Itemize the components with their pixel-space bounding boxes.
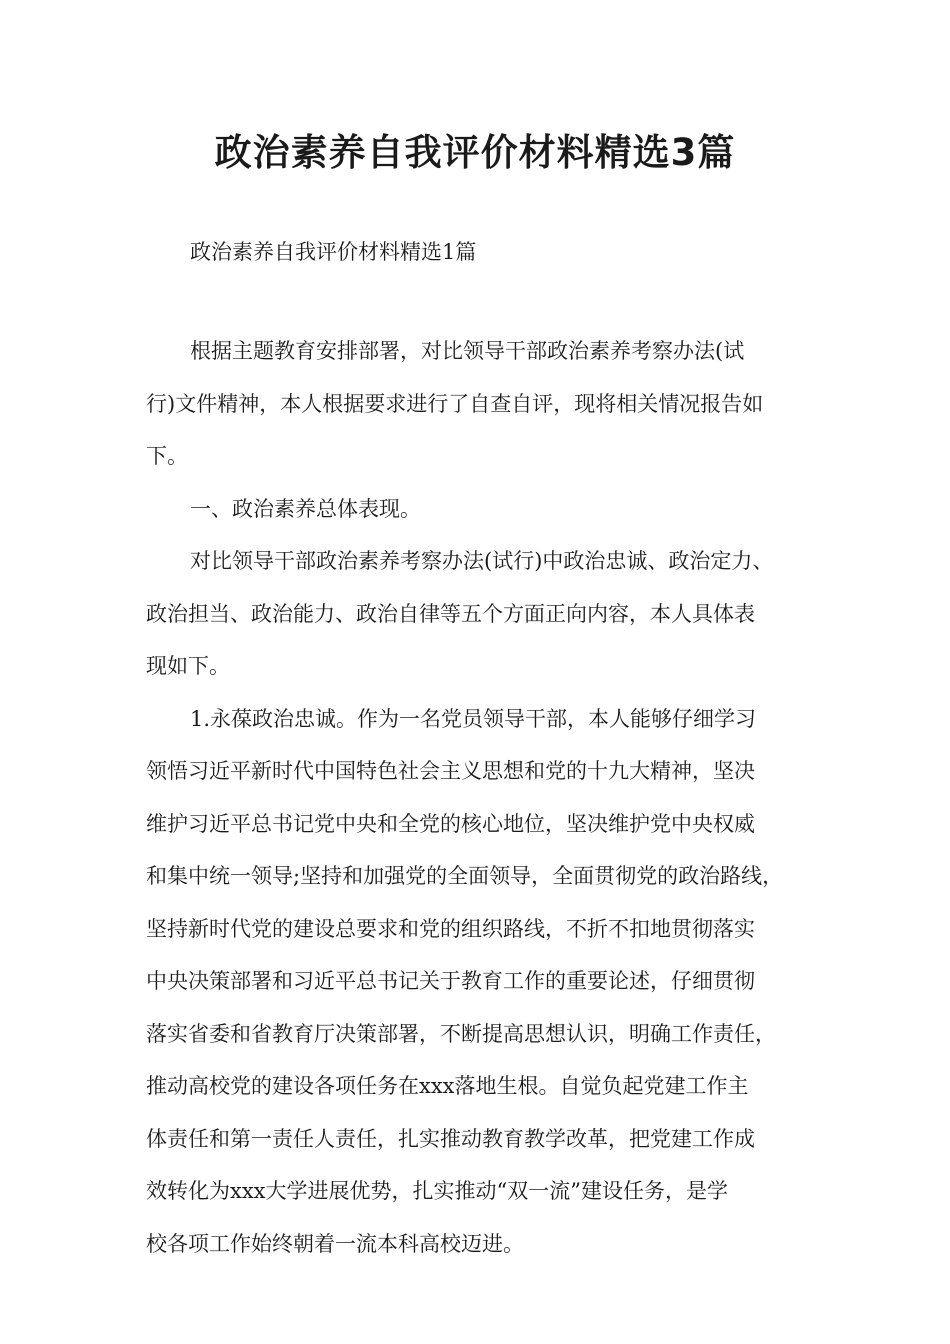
body-line: 和集中统一领导;坚持和加强党的全面领导，全面贯彻党的政治路线， xyxy=(146,864,784,888)
body-line: 体责任和第一责任人责任，扎实推动教育教学改革，把党建工作成 xyxy=(146,1126,755,1151)
body-line: 领悟习近平新时代中国特色社会主义思想和党的十九大精神，坚决 xyxy=(146,759,755,783)
body-line: 坚持新时代党的建设总要求和党的组织路线，不折不扣地贯彻落实 xyxy=(146,916,755,941)
body-line: 中央决策部署和习近平总书记关于教育工作的重要论述，仔细贯彻 xyxy=(146,969,755,993)
body-line: 推动高校党的建设各项任务在xxx落地生根。自觉负起党建工作主 xyxy=(146,1074,749,1098)
body-line: 落实省委和省教育厅决策部署，不断提高思想认识，明确工作责任， xyxy=(146,1021,776,1046)
body-line: 1.永葆政治忠诚。作为一名党员领导干部，本人能够仔细学习 xyxy=(190,706,757,731)
body-line: 下。 xyxy=(146,444,188,468)
body-line: 一、政治素养总体表现。 xyxy=(190,496,421,521)
body-line: 现如下。 xyxy=(146,654,230,678)
body-line: 对比领导干部政治素养考察办法(试行)中政治忠诚、政治定力、 xyxy=(190,549,774,573)
document-title: 政治素养自我评价材料精选3篇 xyxy=(214,131,736,174)
body-line: 校各项工作始终朝着一流本科高校迈进。 xyxy=(146,1231,524,1256)
body-line: 维护习近平总书记党中央和全党的核心地位，坚决维护党中央权威 xyxy=(146,811,755,836)
body-line: 效转化为xxx大学进展优势，扎实推动“双一流”建设任务，是学 xyxy=(146,1179,728,1203)
body-line: 行)文件精神，本人根据要求进行了自查自评，现将相关情况报告如 xyxy=(146,391,764,416)
body-line: 根据主题教育安排部署，对比领导干部政治素养考察办法(试 xyxy=(190,339,745,363)
document-body xyxy=(146,333,826,1278)
body-line: 政治担当、政治能力、政治自律等五个方面正向内容，本人具体表 xyxy=(146,601,755,626)
document-subtitle: 政治素养自我评价材料精选1篇 xyxy=(190,240,477,264)
